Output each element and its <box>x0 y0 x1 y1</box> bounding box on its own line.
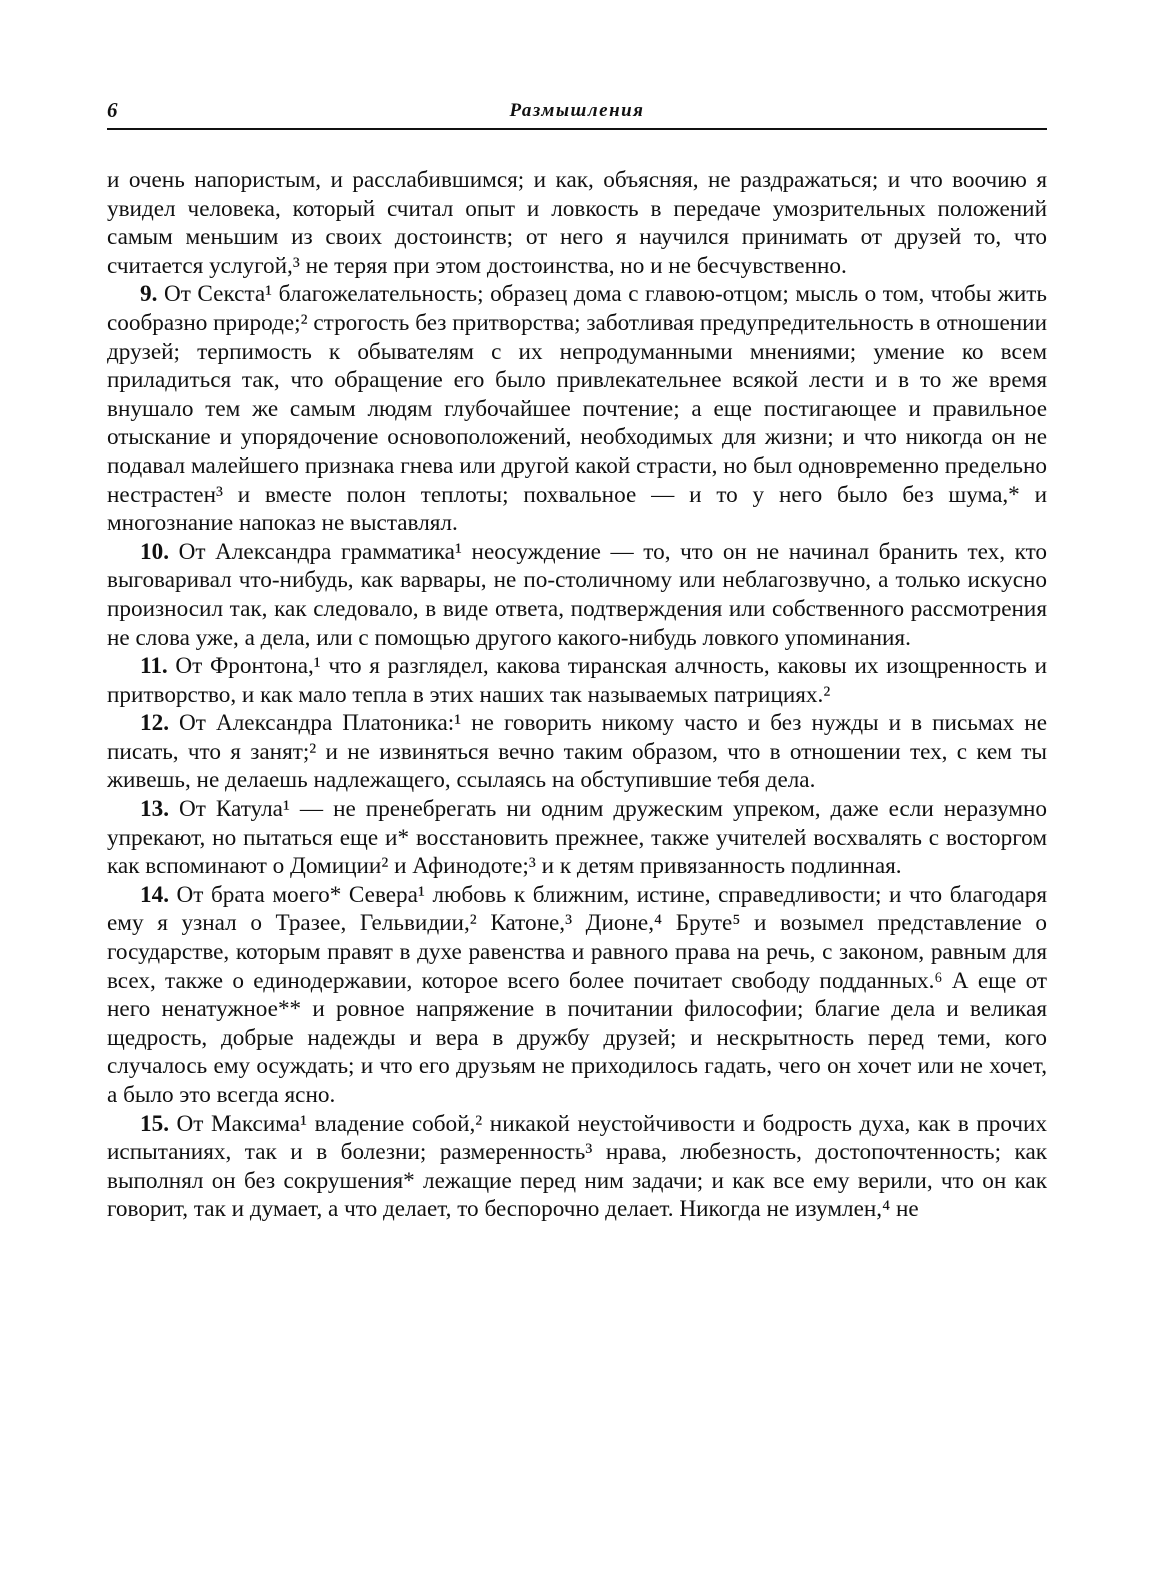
section-number: 14. <box>140 881 169 908</box>
paragraph-14: 14. От брата моего* Севера¹ любовь к ближним, истине, справедливости; и что благодаря ему я узнал о Тразее, Гельвидии,² Катоне,³ Дионе,⁴ Бруте⁵ и возымел представление о государстве, которым правят в духе равенства и равного права на речь, с законом, равным для всех, также о единодержавии, которое всего более почитает свободу подданных.⁶ А еще от него ненатужное** и ровное напряжение в почитании философии; благие дела и великая щедрость, добрые надежды и вера в дружбу друзей; и нескрытность перед теми, кого случалось ему осуждать; и что его друзьям не приходилось гадать, чего он хочет или не хочет, а было это всегда ясно. <box>107 881 1047 1108</box>
book-page <box>107 96 1047 1224</box>
paragraph-15: 15. От Максима¹ владение собой,² никакой неустойчивости и бодрость духа, как в прочих испытаниях, так и в болезни; размеренность³ нрава, любезность, достопочтенность; как выполнял он без сокрушения* лежащие перед ним задачи; и как все ему верили, что он как говорит, так и думает, а что делает, то беспорочно делает. Никогда не изумлен,⁴ не <box>107 1110 1047 1223</box>
paragraph-9: 9. От Секста¹ благожелательность; образец дома с главою-отцом; мысль о том, чтобы жить сообразно природе;² строгость без притворства; заботливая предупредительность в отношении друзей; терпимость к обывателям с их непродуманными мнениями; умение ко всем приладиться так, что обращение его было привлекательнее всякой лести и в то же время внушало тем же самым людям глубочайшее почтение; а еще постигающее и правильное отыскание и упорядочение основоположений, необходимых для жизни; и что никогда он не подавал малейшего признака гнева или другой какой страсти, но был одновременно предельно нестрастен³ и вместе полон теплоты; похвальное — и то у него было без шума,* и многознание напоказ не выставлял. <box>107 281 1047 537</box>
section-number: 12. <box>140 710 169 737</box>
section-number: 9. <box>140 281 158 308</box>
running-title: Размышления <box>509 100 645 121</box>
paragraph-13: 13. От Катула¹ — не пренебрегать ни одним дружеским упреком, даже если неразумно упрекают, но пытаться еще и* восстановить прежнее, также учителей восхвалять с восторгом как вспоминают о Домиции² и Афинодоте;³ и к детям привязанность подлинная. <box>107 796 1047 880</box>
paragraph-10: 10. От Александра грамматика¹ неосуждение — то, что он не начинал бранить тех, кто выговаривал что-нибудь, как варвары, не по-столичному или неблагозвучно, а только искусно произносил так, как следовало, в виде ответа, подтверждения или собственного рассмотрения не слова уже, а дела, или с помощью другого какого-нибудь ловкого упоминания. <box>107 538 1047 651</box>
section-number: 13. <box>140 796 169 823</box>
section-number: 15. <box>140 1110 169 1137</box>
page-body <box>107 166 1047 1224</box>
paragraph-continuation: и очень напористым, и расслабившимся; и как, объясняя, не раздражаться; и что воочию я увидел человека, который считал опыт и ловкость в передаче умозрительных положений самым меньшим из своих достоинств; от него я научился принимать от друзей то, что считается услугой,³ не теряя при этом достоинства, но и не бесчувственно. <box>107 167 1047 279</box>
section-number: 10. <box>140 538 169 565</box>
paragraph-12: 12. От Александра Платоника:¹ не говорить никому часто и без нужды и в письмах не писать, что я занят;² и не извиняться вечно таким образом, что в отношении тех, с кем ты живешь, не делаешь надлежащего, ссылаясь на обступившие тебя дела. <box>107 710 1047 794</box>
section-number: 11. <box>140 653 168 680</box>
page-number: 6 <box>107 98 118 122</box>
running-head <box>107 96 1047 130</box>
paragraph-11: 11. От Фронтона,¹ что я разглядел, какова тиранская алчность, каковы их изощренность и притворство, и как мало тепла в этих наших так называемых патрициях.² <box>107 653 1047 708</box>
